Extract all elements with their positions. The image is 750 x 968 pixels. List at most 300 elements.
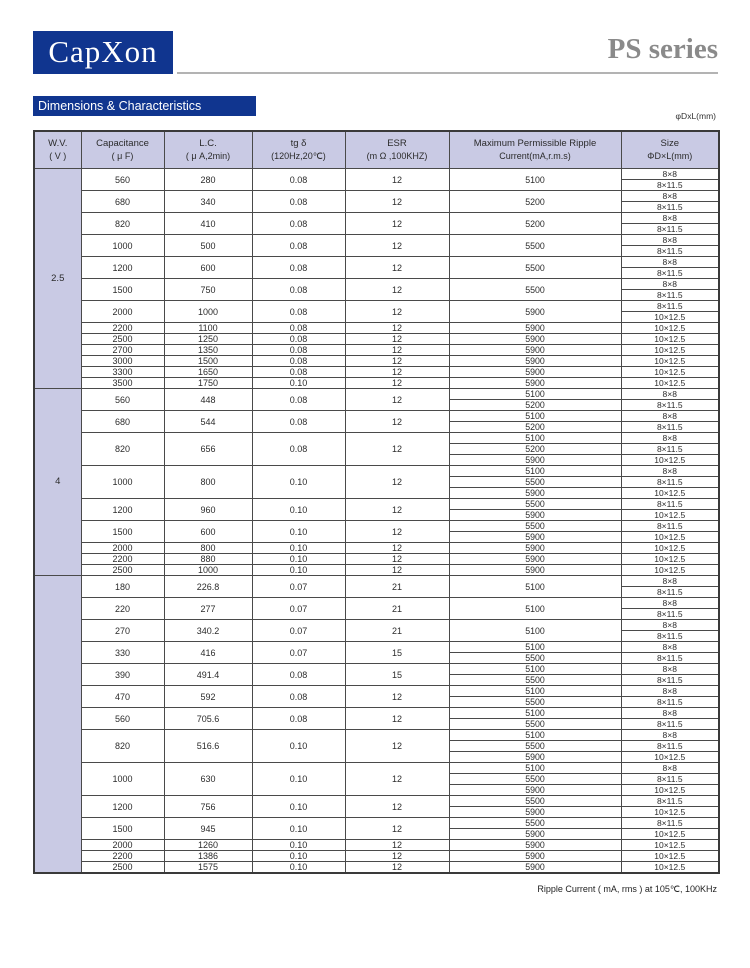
esr-cell: 12 (345, 345, 449, 356)
table-row (34, 323, 719, 334)
capacitance-cell: 3500 (81, 378, 164, 389)
esr-cell: 12 (345, 301, 449, 323)
size-cell: 8×11.5 (621, 400, 719, 411)
size-cell: 8×8 (621, 763, 719, 774)
capacitance-cell: 560 (81, 708, 164, 730)
ripple-current-cell: 5900 (449, 378, 621, 389)
capacitance-cell: 560 (81, 389, 164, 411)
capacitance-cell: 2000 (81, 840, 164, 851)
size-cell: 8×11.5 (621, 301, 719, 312)
size-cell: 10×12.5 (621, 323, 719, 334)
tg-delta-cell: 0.10 (252, 840, 345, 851)
ripple-current-cell: 5500 (449, 774, 621, 785)
table-row (34, 664, 719, 675)
leakage-current-cell: 800 (164, 466, 252, 499)
size-cell: 8×8 (621, 433, 719, 444)
ripple-current-cell: 5500 (449, 521, 621, 532)
ripple-current-cell: 5100 (449, 642, 621, 653)
esr-cell: 15 (345, 642, 449, 664)
leakage-current-cell: 491.4 (164, 664, 252, 686)
esr-cell: 12 (345, 191, 449, 213)
table-row (34, 565, 719, 576)
ripple-current-cell: 5900 (449, 554, 621, 565)
size-cell: 8×8 (621, 598, 719, 609)
size-cell: 8×11.5 (621, 653, 719, 664)
size-cell: 8×11.5 (621, 697, 719, 708)
ripple-current-cell: 5100 (449, 730, 621, 741)
tg-delta-cell: 0.08 (252, 235, 345, 257)
ripple-current-cell: 5100 (449, 763, 621, 774)
size-cell: 10×12.5 (621, 785, 719, 796)
tg-delta-cell: 0.10 (252, 499, 345, 521)
leakage-current-cell: 1260 (164, 840, 252, 851)
leakage-current-cell: 277 (164, 598, 252, 620)
size-cell: 8×8 (621, 466, 719, 477)
ripple-current-cell: 5500 (449, 499, 621, 510)
esr-cell: 12 (345, 840, 449, 851)
col-header-line1: Capacitance (96, 137, 149, 149)
leakage-current-cell: 1250 (164, 334, 252, 345)
tg-delta-cell: 0.10 (252, 851, 345, 862)
tg-delta-cell: 0.08 (252, 686, 345, 708)
ripple-current-cell: 5900 (449, 851, 621, 862)
size-cell: 10×12.5 (621, 334, 719, 345)
leakage-current-cell: 945 (164, 818, 252, 840)
ripple-current-cell: 5100 (449, 576, 621, 598)
esr-cell: 12 (345, 763, 449, 796)
esr-cell: 12 (345, 499, 449, 521)
size-cell: 8×11.5 (621, 499, 719, 510)
col-header-line2: ( V ) (49, 151, 67, 162)
ripple-current-cell: 5500 (449, 477, 621, 488)
table-row (34, 620, 719, 631)
table-row (34, 686, 719, 697)
size-cell: 10×12.5 (621, 807, 719, 818)
size-cell: 10×12.5 (621, 752, 719, 763)
size-cell: 8×11.5 (621, 521, 719, 532)
table-row (34, 345, 719, 356)
esr-cell: 12 (345, 730, 449, 763)
leakage-current-cell: 592 (164, 686, 252, 708)
ripple-current-cell: 5900 (449, 752, 621, 763)
size-cell: 10×12.5 (621, 554, 719, 565)
ripple-current-cell: 5900 (449, 488, 621, 499)
esr-cell: 12 (345, 378, 449, 389)
size-unit-note: φDxL(mm) (675, 111, 716, 121)
size-cell: 10×12.5 (621, 378, 719, 389)
ripple-current-cell: 5900 (449, 510, 621, 521)
tg-delta-cell: 0.08 (252, 664, 345, 686)
capacitance-cell: 820 (81, 213, 164, 235)
tg-delta-cell: 0.08 (252, 345, 345, 356)
size-cell: 8×11.5 (621, 290, 719, 301)
table-row (34, 796, 719, 807)
ripple-current-cell: 5100 (449, 708, 621, 719)
leakage-current-cell: 1000 (164, 301, 252, 323)
table-row (34, 433, 719, 444)
leakage-current-cell: 1350 (164, 345, 252, 356)
capacitance-cell: 1200 (81, 796, 164, 818)
size-cell: 8×11.5 (621, 741, 719, 752)
leakage-current-cell: 1575 (164, 862, 252, 874)
esr-cell: 12 (345, 796, 449, 818)
capacitance-cell: 2700 (81, 345, 164, 356)
ripple-current-cell: 5500 (449, 675, 621, 686)
tg-delta-cell: 0.08 (252, 323, 345, 334)
size-cell: 8×11.5 (621, 719, 719, 730)
table-row (34, 378, 719, 389)
capacitance-cell: 2200 (81, 323, 164, 334)
leakage-current-cell: 516.6 (164, 730, 252, 763)
col-header-line1: L.C. (199, 137, 217, 149)
leakage-current-cell: 1750 (164, 378, 252, 389)
ripple-current-cell: 5500 (449, 741, 621, 752)
leakage-current-cell: 630 (164, 763, 252, 796)
capacitance-cell: 390 (81, 664, 164, 686)
esr-cell: 12 (345, 862, 449, 874)
capacitance-cell: 3300 (81, 367, 164, 378)
capacitance-cell: 2000 (81, 543, 164, 554)
table-row (34, 851, 719, 862)
leakage-current-cell: 800 (164, 543, 252, 554)
tg-delta-cell: 0.10 (252, 862, 345, 874)
tg-delta-cell: 0.08 (252, 708, 345, 730)
table-row (34, 367, 719, 378)
leakage-current-cell: 600 (164, 521, 252, 543)
esr-cell: 12 (345, 686, 449, 708)
size-cell: 8×8 (621, 235, 719, 246)
capacitance-cell: 1000 (81, 235, 164, 257)
table-row (34, 466, 719, 477)
tg-delta-cell: 0.08 (252, 411, 345, 433)
size-cell: 8×8 (621, 642, 719, 653)
table-row (34, 818, 719, 829)
size-cell: 8×11.5 (621, 444, 719, 455)
ripple-current-cell: 5500 (449, 257, 621, 279)
esr-cell: 12 (345, 708, 449, 730)
table-row (34, 862, 719, 874)
section-title-bar (33, 96, 256, 116)
size-cell: 8×11.5 (621, 268, 719, 279)
table-row (34, 411, 719, 422)
esr-cell: 15 (345, 664, 449, 686)
col-header-line2: ( μ F) (111, 151, 134, 162)
esr-cell: 12 (345, 818, 449, 840)
size-cell: 8×11.5 (621, 609, 719, 620)
esr-cell: 12 (345, 367, 449, 378)
col-header-line1: ESR (387, 137, 407, 149)
tg-delta-cell: 0.10 (252, 466, 345, 499)
col-header-line2: Current(mA,r.m.s) (499, 151, 571, 162)
capacitance-cell: 1500 (81, 279, 164, 301)
table-row (34, 356, 719, 367)
capacitance-cell: 820 (81, 433, 164, 466)
table-row (34, 235, 719, 246)
leakage-current-cell: 656 (164, 433, 252, 466)
col-header-esr (345, 131, 449, 169)
table-row (34, 730, 719, 741)
size-cell: 10×12.5 (621, 851, 719, 862)
size-cell: 8×8 (621, 191, 719, 202)
ripple-current-cell: 5100 (449, 411, 621, 422)
table-row (34, 642, 719, 653)
table-row (34, 389, 719, 400)
ripple-current-cell: 5500 (449, 279, 621, 301)
tg-delta-cell: 0.07 (252, 576, 345, 598)
ripple-current-cell: 5900 (449, 829, 621, 840)
tg-delta-cell: 0.07 (252, 598, 345, 620)
esr-cell: 12 (345, 257, 449, 279)
size-cell: 8×8 (621, 576, 719, 587)
col-header-line1: W.V. (48, 137, 68, 149)
ripple-current-cell: 5100 (449, 433, 621, 444)
ripple-current-cell: 5900 (449, 807, 621, 818)
size-cell: 8×11.5 (621, 675, 719, 686)
size-cell: 10×12.5 (621, 367, 719, 378)
size-cell: 10×12.5 (621, 455, 719, 466)
leakage-current-cell: 416 (164, 642, 252, 664)
col-header-line2: (120Hz,20℃) (271, 151, 326, 162)
esr-cell: 21 (345, 620, 449, 642)
leakage-current-cell: 1100 (164, 323, 252, 334)
capacitance-cell: 680 (81, 191, 164, 213)
table-header-row (34, 131, 719, 169)
ripple-current-cell: 5900 (449, 455, 621, 466)
capacitance-cell: 2500 (81, 565, 164, 576)
ripple-current-cell: 5200 (449, 191, 621, 213)
col-header-wv (34, 131, 81, 169)
ripple-current-cell: 5900 (449, 565, 621, 576)
col-header-line1: Maximum Permissible Ripple (473, 137, 597, 149)
size-cell: 10×12.5 (621, 510, 719, 521)
size-cell: 8×8 (621, 257, 719, 268)
size-cell: 10×12.5 (621, 862, 719, 874)
leakage-current-cell: 1000 (164, 565, 252, 576)
tg-delta-cell: 0.10 (252, 543, 345, 554)
col-header-capacitance (81, 131, 164, 169)
table-row (34, 543, 719, 554)
ripple-current-cell: 5100 (449, 389, 621, 400)
capacitance-cell: 180 (81, 576, 164, 598)
esr-cell: 12 (345, 213, 449, 235)
capacitance-cell: 1200 (81, 499, 164, 521)
characteristics-table (33, 130, 720, 874)
table-row (34, 257, 719, 268)
esr-cell: 12 (345, 466, 449, 499)
col-header-tg-delta (252, 131, 345, 169)
size-cell: 10×12.5 (621, 829, 719, 840)
table-row (34, 279, 719, 290)
header-divider-rule (177, 72, 718, 74)
table-row (34, 499, 719, 510)
table-row (34, 521, 719, 532)
size-cell: 8×11.5 (621, 796, 719, 807)
ripple-current-cell: 5500 (449, 796, 621, 807)
ripple-current-cell: 5200 (449, 213, 621, 235)
ripple-current-cell: 5200 (449, 422, 621, 433)
table-row (34, 301, 719, 312)
ripple-current-cell: 5900 (449, 543, 621, 554)
ripple-current-cell: 5500 (449, 653, 621, 664)
ripple-current-cell: 5200 (449, 444, 621, 455)
leakage-current-cell: 750 (164, 279, 252, 301)
esr-cell: 12 (345, 279, 449, 301)
capacitance-cell: 270 (81, 620, 164, 642)
table-row (34, 213, 719, 224)
size-cell: 8×8 (621, 708, 719, 719)
ripple-current-cell: 5100 (449, 620, 621, 642)
wv-cell: 4 (34, 389, 81, 576)
ripple-current-cell: 5900 (449, 334, 621, 345)
leakage-current-cell: 226.8 (164, 576, 252, 598)
ripple-current-cell: 5100 (449, 169, 621, 191)
tg-delta-cell: 0.08 (252, 301, 345, 323)
col-header-leakage-current (164, 131, 252, 169)
ripple-current-cell: 5500 (449, 818, 621, 829)
size-cell: 8×11.5 (621, 587, 719, 598)
table-row (34, 598, 719, 609)
tg-delta-cell: 0.10 (252, 796, 345, 818)
tg-delta-cell: 0.08 (252, 279, 345, 301)
ripple-current-cell: 5900 (449, 301, 621, 323)
leakage-current-cell: 500 (164, 235, 252, 257)
size-cell: 8×8 (621, 213, 719, 224)
ripple-current-cell: 5100 (449, 598, 621, 620)
size-cell: 10×12.5 (621, 532, 719, 543)
leakage-current-cell: 880 (164, 554, 252, 565)
size-cell: 8×8 (621, 730, 719, 741)
capacitance-cell: 2500 (81, 334, 164, 345)
esr-cell: 12 (345, 411, 449, 433)
size-cell: 8×8 (621, 620, 719, 631)
capacitance-cell: 2000 (81, 301, 164, 323)
capxon-logo: CapXon (33, 31, 173, 74)
esr-cell: 12 (345, 433, 449, 466)
col-header-ripple-current (449, 131, 621, 169)
wv-cell: 2.5 (34, 169, 81, 389)
esr-cell: 12 (345, 851, 449, 862)
size-cell: 8×8 (621, 389, 719, 400)
leakage-current-cell: 340.2 (164, 620, 252, 642)
leakage-current-cell: 544 (164, 411, 252, 433)
leakage-current-cell: 280 (164, 169, 252, 191)
size-cell: 8×11.5 (621, 631, 719, 642)
tg-delta-cell: 0.10 (252, 554, 345, 565)
ripple-current-cell: 5900 (449, 840, 621, 851)
esr-cell: 12 (345, 521, 449, 543)
esr-cell: 12 (345, 169, 449, 191)
tg-delta-cell: 0.10 (252, 378, 345, 389)
col-header-line2: (m Ω ,100KHZ) (366, 151, 428, 162)
size-cell: 8×8 (621, 686, 719, 697)
tg-delta-cell: 0.10 (252, 521, 345, 543)
size-cell: 10×12.5 (621, 543, 719, 554)
size-cell: 8×11.5 (621, 477, 719, 488)
tg-delta-cell: 0.08 (252, 433, 345, 466)
capacitance-cell: 560 (81, 169, 164, 191)
section-title: Dimensions & Characteristics (38, 99, 202, 113)
tg-delta-cell: 0.07 (252, 642, 345, 664)
esr-cell: 12 (345, 554, 449, 565)
capacitance-cell: 1500 (81, 521, 164, 543)
leakage-current-cell: 960 (164, 499, 252, 521)
wv-cell (34, 576, 81, 874)
tg-delta-cell: 0.08 (252, 257, 345, 279)
size-cell: 8×11.5 (621, 180, 719, 191)
tg-delta-cell: 0.07 (252, 620, 345, 642)
ripple-current-cell: 5900 (449, 785, 621, 796)
capacitance-cell: 470 (81, 686, 164, 708)
ripple-current-cell: 5500 (449, 697, 621, 708)
esr-cell: 12 (345, 235, 449, 257)
tg-delta-cell: 0.08 (252, 356, 345, 367)
size-cell: 8×8 (621, 411, 719, 422)
capacitance-cell: 220 (81, 598, 164, 620)
tg-delta-cell: 0.08 (252, 367, 345, 378)
series-title: PS series (607, 33, 718, 65)
ripple-current-cell: 5900 (449, 356, 621, 367)
esr-cell: 12 (345, 543, 449, 554)
size-cell: 8×11.5 (621, 246, 719, 257)
col-header-line2: ( μ A,2min) (185, 151, 231, 162)
leakage-current-cell: 448 (164, 389, 252, 411)
table-row (34, 169, 719, 180)
col-header-size (621, 131, 719, 169)
capacitance-cell: 1000 (81, 466, 164, 499)
esr-cell: 21 (345, 576, 449, 598)
size-cell: 10×12.5 (621, 345, 719, 356)
size-cell: 10×12.5 (621, 356, 719, 367)
size-cell: 8×8 (621, 279, 719, 290)
tg-delta-cell: 0.08 (252, 191, 345, 213)
capacitance-cell: 330 (81, 642, 164, 664)
tg-delta-cell: 0.08 (252, 389, 345, 411)
ripple-current-cell: 5500 (449, 235, 621, 257)
table-row (34, 840, 719, 851)
capacitance-cell: 1500 (81, 818, 164, 840)
size-cell: 8×11.5 (621, 774, 719, 785)
tg-delta-cell: 0.08 (252, 334, 345, 345)
size-cell: 8×11.5 (621, 818, 719, 829)
ripple-current-cell: 5900 (449, 345, 621, 356)
esr-cell: 12 (345, 565, 449, 576)
esr-cell: 21 (345, 598, 449, 620)
leakage-current-cell: 756 (164, 796, 252, 818)
size-cell: 10×12.5 (621, 312, 719, 323)
leakage-current-cell: 340 (164, 191, 252, 213)
table-row (34, 334, 719, 345)
leakage-current-cell: 1386 (164, 851, 252, 862)
ripple-current-cell: 5100 (449, 664, 621, 675)
tg-delta-cell: 0.10 (252, 565, 345, 576)
size-cell: 8×11.5 (621, 202, 719, 213)
esr-cell: 12 (345, 334, 449, 345)
col-header-line1: tg δ (290, 137, 307, 149)
ripple-current-cell: 5900 (449, 862, 621, 874)
size-cell: 10×12.5 (621, 565, 719, 576)
capacitance-cell: 2500 (81, 862, 164, 874)
ripple-current-cell: 5900 (449, 532, 621, 543)
table-row (34, 708, 719, 719)
tg-delta-cell: 0.10 (252, 730, 345, 763)
leakage-current-cell: 600 (164, 257, 252, 279)
leakage-current-cell: 1650 (164, 367, 252, 378)
size-cell: 8×11.5 (621, 422, 719, 433)
col-header-line1: Size (660, 137, 679, 149)
ripple-current-cell: 5100 (449, 686, 621, 697)
tg-delta-cell: 0.08 (252, 169, 345, 191)
ripple-current-cell: 5900 (449, 323, 621, 334)
